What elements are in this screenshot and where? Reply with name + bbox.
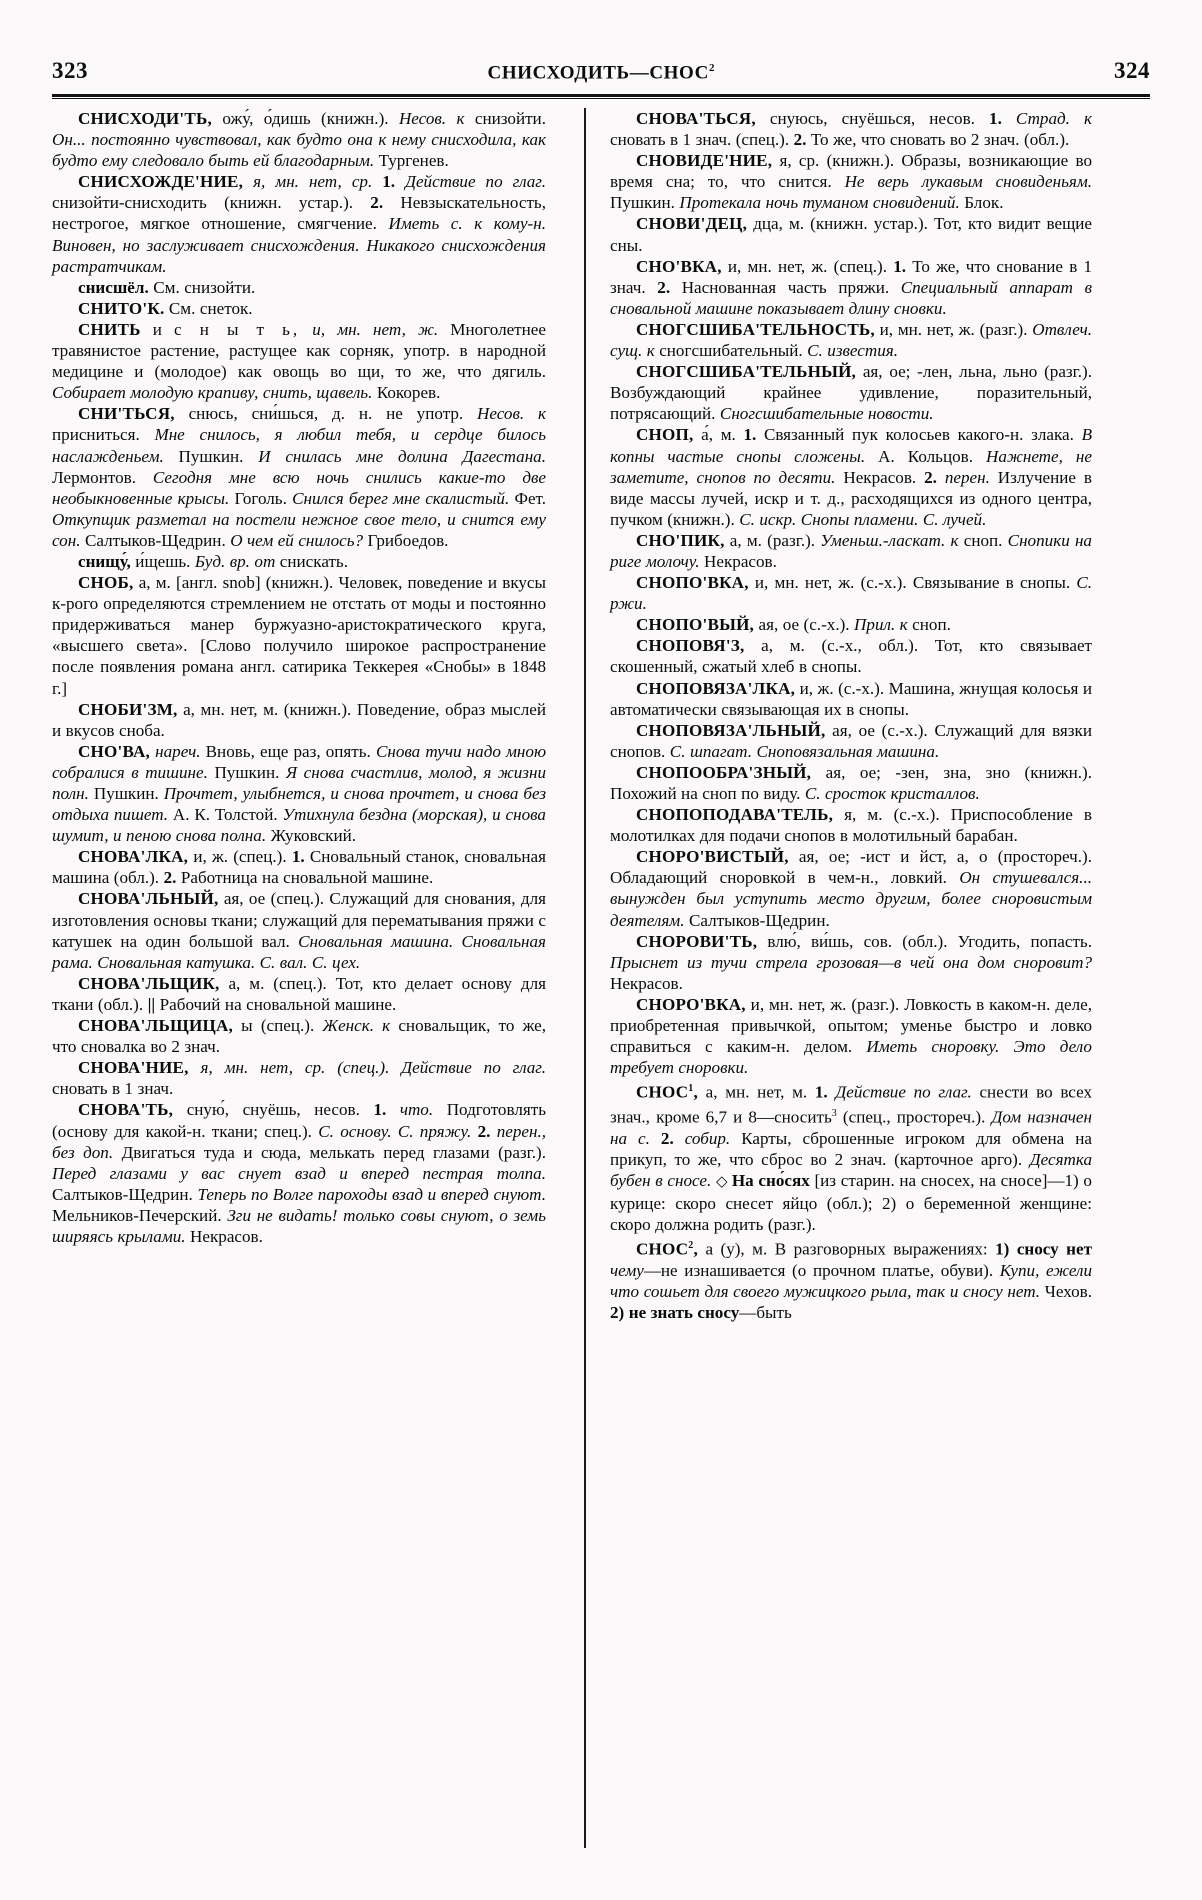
etymology: [англ. snob] (176, 573, 266, 593)
sense-text: Рабочий на сновальной машине. (159, 994, 397, 1014)
sense-label: перен., без доп. (52, 1121, 546, 1162)
running-head (52, 58, 1150, 88)
sense-number: 2. (163, 868, 181, 888)
sense-text: снизойти-снисходить (книжн. устар.). (52, 193, 371, 213)
quotation: О чем ей снилось? (230, 530, 368, 550)
example: Сногсшибательные новости. (719, 404, 934, 424)
dictionary-entry (610, 424, 1092, 529)
headword: СНОРО'ВКА, (636, 994, 746, 1014)
column-left (52, 108, 560, 1848)
sense-number: 2. (477, 1121, 497, 1141)
grammar: и, мн. нет, ж. (с.-х.). (748, 573, 913, 593)
sense-text: Связывание в снопы. (912, 573, 1077, 593)
sense-number: 1. (373, 1100, 400, 1120)
grammar: и, мн. нет, ж. (300, 319, 451, 339)
quotation-author: А. К. Толстой. (172, 805, 283, 825)
headword: СНОГСШИБА'ТЕЛЬНЫЙ, (636, 362, 857, 382)
grammar: я, м. (с.-х.). (833, 805, 951, 825)
sense-number: 1. (814, 1083, 836, 1102)
sense-text: —быть (739, 1303, 792, 1323)
idiom-headword: не знать сносу (628, 1303, 740, 1323)
grammar: дца, м. (книжн. устар.). (747, 214, 934, 234)
grammar: ая, ое; -лен, льна, льно (разг.). (856, 362, 1092, 382)
dictionary-entry (52, 1099, 546, 1247)
quotation: Снился берег мне скалистый. (292, 488, 515, 508)
headword: СНО'ВКА, (636, 256, 722, 276)
headword-punctuation: , (693, 1083, 698, 1102)
headword: СНОПО'ВКА, (636, 573, 749, 593)
sense-number: 2. (793, 130, 811, 150)
headword: СНОПООБРА'ЗНЫЙ, (636, 762, 812, 782)
sense-number: 2. (657, 277, 682, 297)
headword: СНОПОВЯ'З, (636, 636, 745, 656)
dictionary-entry (52, 298, 546, 319)
headword: СНОРОВИ'ТЬ, (636, 931, 758, 951)
grammar: и, мн. нет, ж. (разг.). (874, 319, 1033, 339)
grammar: а́, м. (693, 425, 744, 445)
dictionary-entry (52, 1015, 546, 1057)
quotation: Снова тучи надо мною собралися в тишине. (52, 741, 547, 782)
dictionary-entry (52, 319, 546, 403)
headword: СНОВА'ТЬСЯ, (636, 109, 756, 128)
headword: СНО'ВА, (78, 741, 151, 761)
sense-text: Вновь, еще раз, опять. (205, 741, 376, 761)
idiom-definition: [из старин. на сносех, на сносе]—1) о курице: скоро снесет яйцо (обл.); 2) о беременной женщине: скоро должна родить (разг.). (610, 1171, 1092, 1235)
diamond-icon: ◇ (715, 1174, 732, 1191)
grammar: а (у), м. (697, 1240, 775, 1260)
quotation-author: Пушкин. (214, 762, 286, 782)
headword: СНОВА'ЛКА, (78, 847, 189, 867)
sense-label: Уменьш.-ласкат. к (820, 530, 964, 550)
dictionary-entry (610, 720, 1092, 762)
sense-text: снискать. (279, 551, 348, 571)
sense-number: 1. (893, 256, 913, 276)
example: С. сросток кристаллов. (804, 784, 980, 803)
dictionary-entry (52, 572, 546, 699)
dictionary-entry (610, 150, 1092, 213)
column-right (584, 108, 1092, 1848)
quotation-author: Жуковский. (270, 826, 357, 846)
dictionary-entry (52, 741, 546, 846)
folio-right: 324 (1113, 58, 1150, 83)
quotation-author: Салтыков-Щедрин. (52, 1184, 198, 1204)
dictionary-entry (52, 1057, 546, 1099)
cross-reference: См. снизойти. (148, 277, 256, 297)
quotation: Откупщик разметал на постели нежное свое тело, и снится ему сон. (52, 509, 546, 550)
idiom-headword: На сно́сях (731, 1171, 815, 1191)
grammar: сную́, снуёшь, несов. (173, 1100, 374, 1120)
dictionary-entry (610, 1078, 1092, 1235)
dictionary-entry (610, 804, 1092, 846)
headword: СНОБ, (78, 573, 134, 593)
headword: СНОПОВЯЗА'ЛКА, (636, 678, 796, 698)
sense-divider: || (147, 994, 160, 1014)
sense-label: Отвлеч. сущ. к (610, 319, 1092, 361)
dictionary-entry (610, 572, 1092, 614)
dictionary-entry (610, 614, 1092, 635)
quotation-author: Салтыков-Щедрин. (84, 530, 231, 550)
sense-label: Прил. к (854, 615, 913, 635)
quotation: Утихнула бездна (морская), и снова шумит, и пеною снова полна. (52, 805, 546, 846)
headword: СНОПОВЯЗА'ЛЬНЫЙ, (636, 720, 826, 740)
sense-label: Страд. к (1015, 109, 1092, 128)
quotation-author: Блок. (964, 193, 1004, 213)
dictionary-entry (52, 846, 546, 888)
quotation: Я снова счастлив, молод, я жизни полн. (52, 762, 547, 803)
sense-text: сногсшибательный. (659, 341, 808, 361)
sense-text: Карты, сброшенные игроком для обмена на прикуп, то же, что сброс во 2 знач. (карточное арго). (610, 1128, 1092, 1169)
sense-label: что. (399, 1100, 447, 1120)
folio-left: 323 (52, 58, 88, 83)
grammar: я, мн. нет, ср. (спец.). (188, 1058, 402, 1078)
headword: СНОБИ'ЗМ, (78, 699, 178, 719)
dictionary-entry (610, 108, 1092, 150)
quotation-author: Некрасов. (843, 467, 925, 487)
sense-text: Похожий на сноп по виду. (610, 784, 805, 803)
sense-text: снести во всех знач., кроме 6,7 и 8—сносить (610, 1083, 1092, 1127)
sense-text: сноп. (963, 530, 1008, 550)
grammar: ожу́, о́дишь (книжн.). (211, 109, 399, 128)
header-rule (52, 94, 1150, 99)
alt-connector: и (140, 319, 174, 339)
headword: СНОС (636, 1240, 689, 1260)
headword: СНОВА'ЛЬЩИЦА, (78, 1016, 233, 1036)
running-head-title: СНИСХОДИТЬ—СНОС$^2$ (487, 61, 715, 83)
sense-text: сновальщик, то же, что сновалка во 2 знач. (52, 1016, 547, 1057)
sense-text: Обладающий сноровкой в чем-н., ловкий. (610, 868, 960, 888)
grammar: и́щешь. (130, 551, 195, 571)
sense-label: чему (610, 1261, 644, 1281)
sense-text: Тот, кто делает основу для ткани (обл.). (52, 973, 546, 1014)
quotation-author: А. Кольцов. (878, 446, 987, 466)
grammar: а, мн. нет, м. (книжн.). (177, 699, 357, 719)
dictionary-entry (52, 108, 546, 171)
dictionary-entry (52, 699, 546, 741)
sense-text: Подготовлять (основу для какой-н. ткани; спец.). (52, 1100, 546, 1141)
quotation-author: Некрасов. (704, 551, 777, 571)
quotation-author: Некрасов. (190, 1226, 263, 1246)
sense-text: Двигаться туда и сюда, мелькать перед глазами (разг.). (121, 1142, 546, 1162)
alt-headword: с н ы т ь, (174, 319, 301, 339)
quotation-author: Фет. (514, 488, 547, 508)
sense-text: Тот, кто видит вещие сны. (610, 214, 1093, 255)
sense-text: Угодить, попасть. (957, 931, 1092, 951)
headword: СНО'ПИК, (636, 530, 725, 550)
quotation: Нажнете, не заметите, снопов по десяти. (610, 446, 1092, 487)
homograph-reference: 3 (831, 1108, 837, 1120)
quotation: Купи, ежели что сошьет для своего мужицкого рыла, так и сносу нет. (610, 1261, 1093, 1302)
quotation-author: Мельников-Печерский. (52, 1205, 228, 1225)
quotation-author: Пушкин. (178, 446, 259, 466)
quotation: Зги не видать! только совы снуют, о земь ширяясь крылами. (52, 1205, 546, 1246)
sense-label: Несов. к (398, 109, 475, 128)
headword: СНОВА'НИЕ, (78, 1058, 189, 1078)
quotation-author: Гоголь. (234, 488, 293, 508)
sense-text: То же, что сновать во 2 знач. (обл.). (810, 130, 1070, 150)
quotation-author: Кокорев. (376, 383, 441, 403)
sense-text: То же, что снование в 1 знач. (610, 256, 1093, 297)
headword: СНИТЬ (78, 319, 141, 339)
sense-text: Приспособление в молотилках для подачи снопов в молотильный барабан. (610, 805, 1092, 846)
dictionary-entry (52, 171, 546, 276)
quotation: Перед глазами у вас снует взад и вперед пестрая толпа. (52, 1163, 546, 1183)
sense-label: Несов. к (477, 404, 546, 424)
grammar: а, м. (с.-х., обл.). (744, 636, 935, 656)
homograph-number: 2 (688, 1240, 694, 1252)
headword: СНИ'ТЬСЯ, (78, 404, 175, 424)
grammar: и, ж. (спец.). (188, 847, 292, 867)
example: С. известия. (807, 341, 898, 361)
headword: СНОВА'ЛЬЩИК, (78, 973, 220, 993)
quotation-author: Пушкин. (610, 193, 680, 213)
sense-number: 1. (989, 109, 1016, 128)
sense-text: присниться. (52, 425, 155, 445)
sense-label: Буд. вр. от (194, 551, 280, 571)
dictionary-entry (610, 530, 1092, 572)
sense-number: 2. (660, 1128, 685, 1148)
idiom-headword: сносу нет (1016, 1240, 1093, 1260)
quotation: В копны частые снопы сложены. (610, 425, 1093, 466)
sense-number: 1. (291, 847, 310, 867)
grammar: и, ж. (с.-х.). (795, 678, 889, 698)
grammar: ы (спец.). (232, 1016, 323, 1036)
sense-text: Человек, поведение и вкусы к-рого определяются стремлением не отстать от моды и постоянно придерживаться манер буржуазно-аристократического круга, «высшего света». [Слово получило широкое распространение после появления романа англ. сатирика Теккерея «Снобы» в 1848 г.] (52, 573, 547, 698)
headword: СНОП, (636, 425, 694, 445)
sense-label: Действие по глаг. (405, 172, 547, 192)
dictionary-entry (610, 762, 1092, 804)
dictionary-entry (610, 931, 1092, 994)
grammar: снуюсь, снуёшься, несов. (755, 109, 990, 128)
sense-text: Наснованная часть пряжи. (681, 277, 901, 297)
sense-text: Тот, кто связывает скошенный, сжатый хлеб в снопы. (610, 636, 1093, 677)
sense-text: Ловкость в каком-н. деле, приобретенная привычкой, опытом; уменье быстро и ловко справиться с каким-н. делом. (610, 994, 1092, 1057)
quotation: Прыснет из тучи стрела грозовая—в чей она дом сноровит? (610, 952, 1092, 972)
quotation-author: Некрасов. (610, 973, 683, 993)
headword: СНОПОПОДАВА'ТЕЛЬ, (636, 805, 834, 825)
headword: снисшёл. (78, 277, 149, 297)
grammar: а, м. (разг.). (724, 530, 821, 550)
grammar: а, мн. нет, м. (697, 1083, 815, 1102)
quotation: Он стушевался... вынужден был уступить место другим, более сноровистым деятелям. (610, 868, 1092, 930)
sense-number: 2. (924, 467, 945, 487)
quotation: Собирает молодую крапиву, снить, щавель. (52, 383, 377, 403)
grammar: снюсь, сни́шься, д. н. не употр. (174, 404, 478, 424)
dictionary-entry (610, 256, 1092, 319)
dictionary-entry (610, 213, 1092, 255)
headword: СНОВА'ЛЬНЫЙ, (78, 889, 219, 909)
headword: СНИСХОДИ'ТЬ, (78, 109, 212, 128)
sense-text: Служащий для вязки снопов. (610, 720, 1092, 761)
quotation: Не верь лукавым сновиденьям. (844, 172, 1092, 192)
quotation: Теперь по Волге пароходы взад и вперед снуют. (197, 1184, 546, 1204)
sense-text: снизойти. (474, 109, 546, 128)
sense-text: (спец., простореч.). (836, 1107, 992, 1127)
grammar: я, мн. нет, ср. (243, 172, 383, 192)
example: Дом назначен на с. (610, 1107, 1092, 1148)
sense-label: собир. (684, 1128, 742, 1148)
homograph-number: 1 (688, 1083, 694, 1095)
dictionary-entry (52, 403, 546, 551)
headword: СНОВИ'ДЕЦ, (636, 214, 748, 234)
headword: снищу́, (78, 551, 131, 571)
dictionary-entry (610, 635, 1092, 677)
grammar: ая, ое; -ист и йст, а, о (простореч.). (788, 847, 1092, 867)
quotation-author: Пушкин. (93, 784, 164, 803)
example: Десятка бубен в сносе. (610, 1149, 1092, 1191)
quotation-author: Тургенев. (378, 151, 449, 171)
sense-text: сновать в 1 знач. (52, 1079, 174, 1099)
headword: СНОРО'ВИСТЫЙ, (636, 847, 789, 867)
example: С. искр. Снопы пламени. С. лучей. (739, 509, 987, 529)
sense-number: 2) (610, 1303, 629, 1323)
headword: СНИСХОЖДЕ'НИЕ, (78, 172, 244, 192)
dictionary-entry (52, 277, 546, 298)
style-label: (книжн.). (265, 573, 339, 593)
grammar: нареч. (150, 741, 206, 761)
dictionary-entry (610, 361, 1092, 424)
cross-reference: См. снеток. (164, 298, 253, 318)
sense-text: Излучение в виде массы лучей, искр и т. д., расходящихся из одного центра, пучком (книжн.). (610, 467, 1092, 529)
dictionary-entry (610, 846, 1092, 930)
example: Иметь сноровку. Это дело требует сноровки. (610, 1037, 1092, 1078)
columns-container (52, 108, 1150, 1848)
grammar: и, мн. нет, ж. (спец.). (721, 256, 894, 276)
grammar: а, м. (133, 573, 177, 593)
dictionary-entry (52, 888, 546, 972)
sense-number: 1. (743, 425, 764, 445)
quotation: И снилась мне долина Дагестана. (258, 446, 546, 466)
headword: СНОС (636, 1083, 689, 1102)
quotation-author: Чехов. (1044, 1282, 1092, 1302)
sense-label: Женск. к (322, 1016, 399, 1036)
grammar: ая, ое (с.-х.). (754, 615, 855, 635)
sense-text: Возбуждающий крайнее удивление, поразительный, потрясающий. (610, 383, 1092, 424)
headword: СНОПО'ВЫЙ, (636, 615, 755, 635)
quotation: Сегодня мне всю ночь снились какие-то две необыкновенные крысы. (52, 467, 546, 508)
dictionary-entry (610, 678, 1092, 720)
sense-text: сновать в 1 знач. (спец.). (610, 130, 794, 150)
sense-text: Поведение, образ мыслей и вкусов сноба. (52, 699, 546, 740)
headword-punctuation: , (693, 1240, 698, 1260)
headword: СНОГСШИБА'ТЕЛЬНОСТЬ, (636, 319, 875, 339)
sense-text: Невзыскательность, нестрогое, мягкое отношение, смягчение. (52, 193, 546, 234)
sense-number: 2. (370, 193, 401, 213)
sense-text: сноп. (912, 615, 951, 635)
sense-text: Работница на сновальной машине. (180, 868, 434, 888)
quotation: Мне снилось, я любил тебя, и сердце билось наслажденьем. (52, 425, 547, 466)
headword: СНОВА'ТЬ, (78, 1100, 174, 1120)
quotation-author: Салтыков-Щедрин. (688, 910, 830, 930)
quotation: Протекала ночь туманом сновидений. (679, 193, 965, 213)
sense-text: Машина, жнущая колосья и автоматически связывающая их в снопы. (610, 678, 1092, 719)
sense-number: 1. (382, 172, 406, 192)
example: Специальный аппарат в сновальной машине показывает длину сновки. (610, 277, 1092, 318)
grammar: а, м. (спец.). (219, 973, 336, 993)
dictionary-entry (610, 319, 1092, 361)
grammar: я, ср. (книжн.). (772, 151, 902, 171)
quotation: Прочтет, улыбнется, и снова прочтет, и снова без отдыха пишет. (52, 784, 546, 825)
example: Иметь с. к кому-н. Виновен, но заслуживает снисхождения. Никакого снисхождения растратчикам. (52, 214, 546, 276)
sense-label: перен. (944, 467, 998, 487)
quotation-author: Лермонтов. (52, 467, 153, 487)
grammar: ая, ое; -зен, зна, зно (книжн.). (811, 762, 1092, 782)
example: С. шпагат. Сноповязальная машина. (669, 741, 940, 761)
sense-text: Служащий для снования, для изготовления основы ткани; служащий для перематывания пряжи с катушек на один большой вал. (52, 889, 546, 951)
grammar: влю́, ви́шь, сов. (обл.). (757, 931, 958, 951)
sense-label: Действие по глаг. (401, 1058, 546, 1078)
sense-text: В разговорных выражениях: (774, 1240, 996, 1260)
sense-text: —не изнашивается (о прочном платье, обуви). (643, 1261, 1000, 1281)
grammar: и, мн. нет, ж. (разг.). (745, 994, 905, 1014)
grammar: ая, ое (спец.). (218, 889, 330, 909)
quotation-author: Грибоедов. (367, 530, 449, 550)
dictionary-entry (52, 973, 546, 1015)
sense-text: Связанный пук колосьев какого-н. злака. (763, 425, 1082, 445)
headword: СНИТО'К. (78, 298, 165, 318)
example: С. ржи. (610, 573, 1093, 614)
sense-number: 1) (995, 1240, 1017, 1260)
example: Сновальная машина. Сновальная рама. Сновальная катушка. С. вал. С. цех. (52, 931, 547, 972)
dictionary-entry (52, 551, 546, 572)
dictionary-entry (610, 994, 1092, 1078)
dictionary-entry (610, 1235, 1092, 1323)
example: С. основу. С. пряжу. (318, 1121, 478, 1141)
headword: СНОВИДЕ'НИЕ, (636, 151, 773, 171)
sense-text: Образы, возникающие во время сна; то, что снится. (610, 151, 1092, 192)
grammar: ая, ое (с.-х.). (825, 720, 935, 740)
sense-text: Сновальный станок, сновальная машина (обл.). (52, 847, 546, 888)
quotation: Снопики на риге молочу. (610, 530, 1092, 571)
quotation: Он... постоянно чувствовал, как будто она к нему снисходила, как будто ему следовало быть ей благодарным. (52, 130, 546, 171)
sense-label: Действие по глаг. (835, 1083, 980, 1102)
sense-text: Многолетнее травянистое растение, растущее как сорняк, употр. в народной медицине и (молодое) как овощь во щи, то же, что дягиль. (52, 319, 546, 382)
